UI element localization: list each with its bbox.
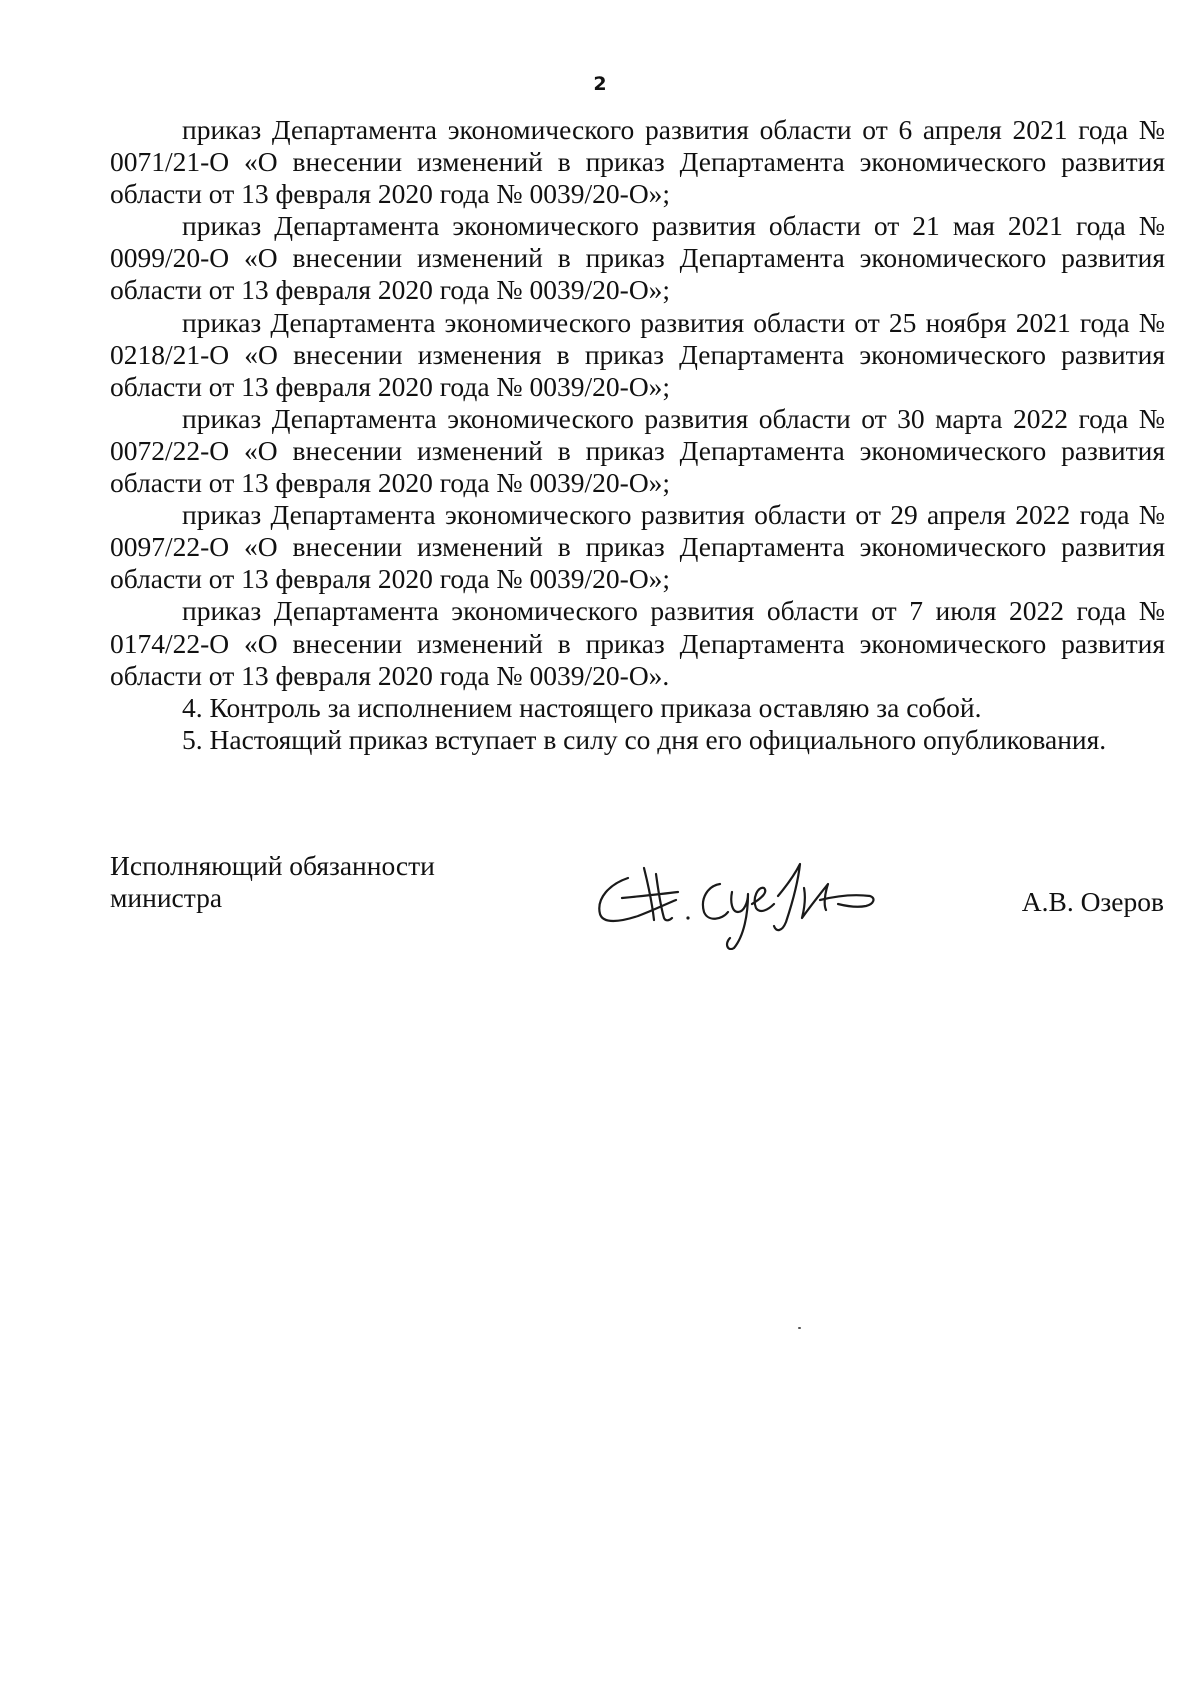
signatory-position-line-1: Исполняющий обязанности xyxy=(110,850,435,881)
signatory-position xyxy=(110,850,435,914)
paragraph-order-2022-03-30: приказ Департамента экономического развития области от 30 марта 2022 года № 0072/22-О «О внесении изменений в приказ Департамента экономического развития области от 13 февраля 2020 года № 0039/20-О»; xyxy=(110,402,1165,499)
signatory-position-line-2: министра xyxy=(110,882,223,913)
document-body xyxy=(110,114,1165,756)
paragraph-item-4-control: 4. Контроль за исполнением настоящего приказа оставляю за собой. xyxy=(182,691,982,723)
handwritten-signature xyxy=(592,858,882,950)
page-number: 2 xyxy=(593,73,607,95)
scan-speck xyxy=(798,1327,801,1329)
paragraph-item-5-effective-date: 5. Настоящий приказ вступает в силу со дня его официального опубликования. xyxy=(182,723,1107,755)
paragraph-order-2021-04-06: приказ Департамента экономического развития области от 6 апреля 2021 года № 0071/21-О «О внесении изменений в приказ Департамента экономического развития области от 13 февраля 2020 года № 0039/20-О»; xyxy=(110,114,1165,210)
paragraph-order-2021-11-25: приказ Департамента экономического развития области от 25 ноября 2021 года № 0218/21-О «О внесении изменения в приказ Департамента экономического развития области от 13 февраля 2020 года № 0039/20-О»; xyxy=(110,306,1165,402)
paragraph-order-2022-07-07: приказ Департамента экономического развития области от 7 июля 2022 года № 0174/22-О «О внесении изменений в приказ Департамента экономического развития области от 13 февраля 2020 года № 0039/20-О». xyxy=(110,595,1165,691)
paragraph-order-2022-04-29: приказ Департамента экономического развития области от 29 апреля 2022 года № 0097/22-О «О внесении изменений в приказ Департамента экономического развития области от 13 февраля 2020 года № 0039/20-О»; xyxy=(110,499,1165,595)
paragraph-order-2021-05-21: приказ Департамента экономического развития области от 21 мая 2021 года № 0099/20-О «О внесении изменений в приказ Департамента экономического развития области от 13 февраля 2020 года № 0039/20-О»; xyxy=(110,210,1165,306)
signatory-name: А.В. Озеров xyxy=(1021,886,1164,917)
